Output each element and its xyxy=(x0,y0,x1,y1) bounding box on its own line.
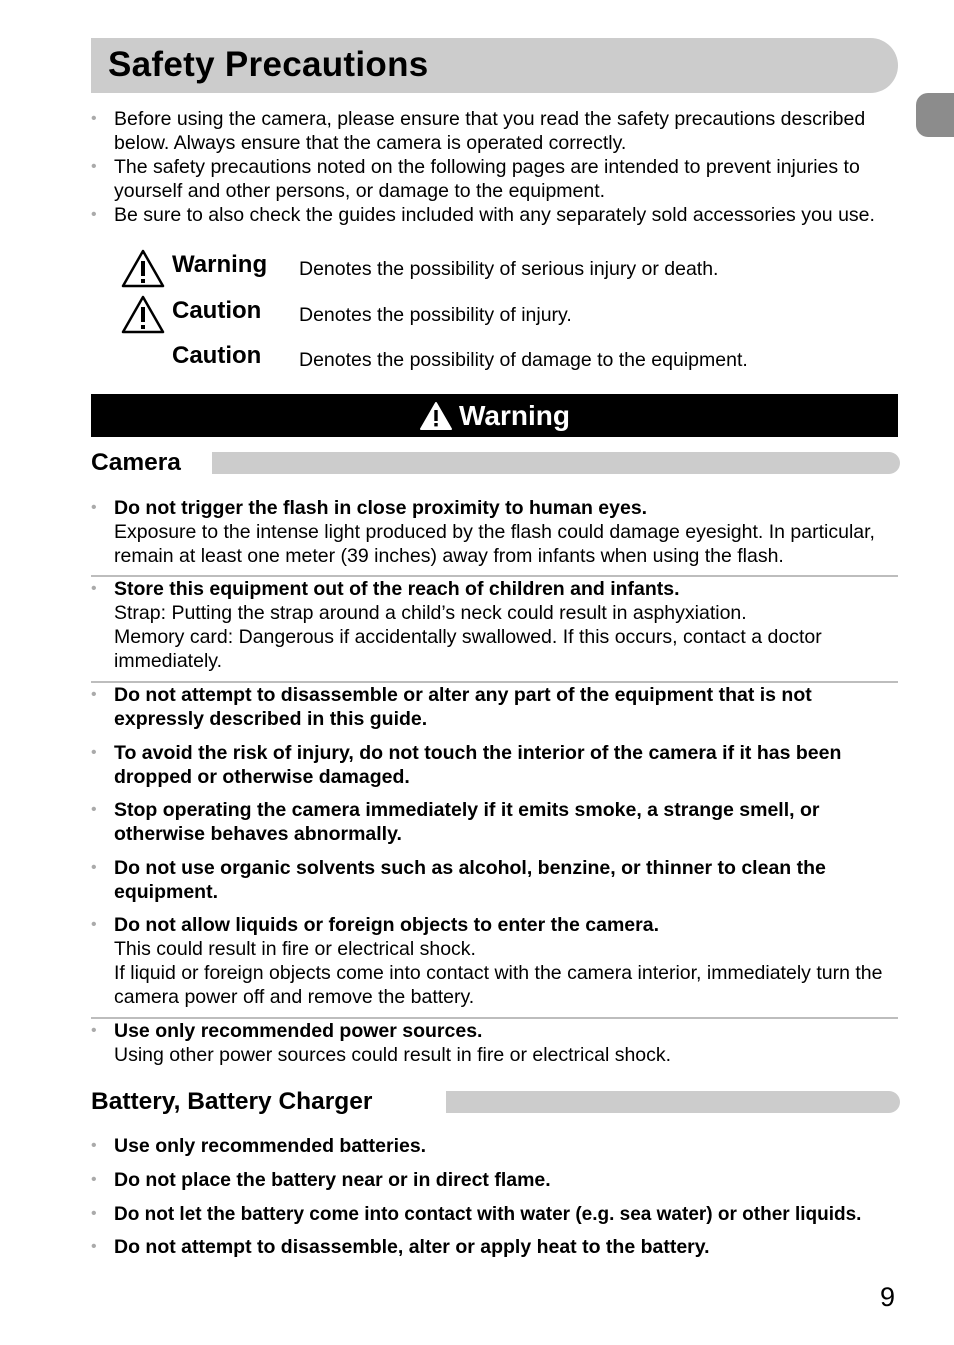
intro-item: • Be sure to also check the guides included with any separately sold accessories you use. xyxy=(91,203,901,227)
legend-term: Caution xyxy=(172,297,262,324)
legend-term: Warning xyxy=(172,251,268,278)
item-heading: Use only recommended batteries. xyxy=(114,1135,427,1157)
list-item xyxy=(91,1019,901,1067)
page-number: 9 xyxy=(880,1282,896,1312)
item-text: Memory card: Dangerous if accidentally swallowed. If this occurs, contact a doctor immediately. xyxy=(114,626,822,672)
warning-banner-label: Warning xyxy=(459,399,570,431)
item-heading: Do not use organic solvents such as alcohol, benzine, or thinner to clean the equipment. xyxy=(114,857,826,903)
list-item xyxy=(91,1134,901,1158)
section-tab xyxy=(916,93,954,137)
list-item xyxy=(91,856,901,904)
section-heading-text: Camera xyxy=(91,449,193,477)
page-title: Safety Precautions xyxy=(108,45,429,84)
item-heading: Store this equipment out of the reach of children and infants. xyxy=(114,578,680,600)
list-item xyxy=(91,798,901,846)
item-heading: To avoid the risk of injury, do not touch the interior of the camera if it has been dropped or otherwise damaged. xyxy=(114,742,842,788)
item-heading: Do not trigger the flash in close proximity to human eyes. xyxy=(114,497,648,519)
warning-triangle-icon xyxy=(121,248,165,288)
intro-list xyxy=(91,107,901,227)
list-item xyxy=(91,1235,901,1259)
intro-item: • The safety precautions noted on the following pages are intended to prevent injuries to yourself and other persons, or damage to the equipment. xyxy=(91,155,901,203)
list-item xyxy=(91,683,901,731)
item-text: Strap: Putting the strap around a child’s neck could result in asphyxiation. xyxy=(114,602,747,624)
list-item xyxy=(91,496,901,568)
item-heading: Do not let the battery come into contact with water (e.g. sea water) or other liquids. xyxy=(114,1204,862,1225)
warning-banner xyxy=(91,394,898,437)
item-heading: Do not attempt to disassemble, alter or apply heat to the battery. xyxy=(114,1236,710,1258)
item-heading: Do not attempt to disassemble or alter any part of the equipment that is not expressly described in this guide. xyxy=(114,684,812,730)
intro-item: • Before using the camera, please ensure that you read the safety precautions described below. Always ensure that the camera is operated correctly. xyxy=(91,107,901,155)
item-heading: Do not allow liquids or foreign objects to enter the camera. xyxy=(114,914,659,936)
section-heading-battery xyxy=(91,1088,900,1117)
legend-desc: Denotes the possibility of damage to the equipment. xyxy=(299,349,748,371)
list-item xyxy=(91,741,901,789)
caution-triangle-icon xyxy=(121,294,165,334)
section-heading-bar xyxy=(446,1091,900,1113)
item-heading: Stop operating the camera immediately if it emits smoke, a strange smell, or otherwise behaves abnormally. xyxy=(114,799,820,845)
item-text: If liquid or foreign objects come into contact with the camera interior, immediately turn the camera power off and remove the battery. xyxy=(114,962,883,1008)
legend-desc: Denotes the possibility of serious injury or death. xyxy=(299,258,719,280)
title-bar xyxy=(91,38,898,93)
legend-row-warning xyxy=(118,248,878,288)
list-item xyxy=(91,1168,901,1192)
list-item xyxy=(91,577,901,673)
item-heading: Use only recommended power sources. xyxy=(114,1020,483,1042)
legend-row-caution xyxy=(118,294,878,334)
list-item xyxy=(91,1202,901,1227)
section-heading-bar xyxy=(212,452,900,474)
section-heading-text: Battery, Battery Charger xyxy=(91,1088,384,1116)
warning-triangle-icon xyxy=(419,401,453,431)
section-heading-camera xyxy=(91,449,900,478)
legend-term: Caution xyxy=(172,342,262,369)
legend-desc: Denotes the possibility of injury. xyxy=(299,304,572,326)
item-text: Exposure to the intense light produced by the flash could damage eyesight. In particular, remain at least one meter (39 inches) away from infants when using the flash. xyxy=(114,521,875,567)
item-heading: Do not place the battery near or in direct flame. xyxy=(114,1169,551,1191)
list-item xyxy=(91,913,901,1009)
item-text: Using other power sources could result in fire or electrical shock. xyxy=(114,1044,672,1066)
legend-row-caution-equipment xyxy=(118,339,878,379)
item-text: This could result in fire or electrical shock. xyxy=(114,938,476,960)
